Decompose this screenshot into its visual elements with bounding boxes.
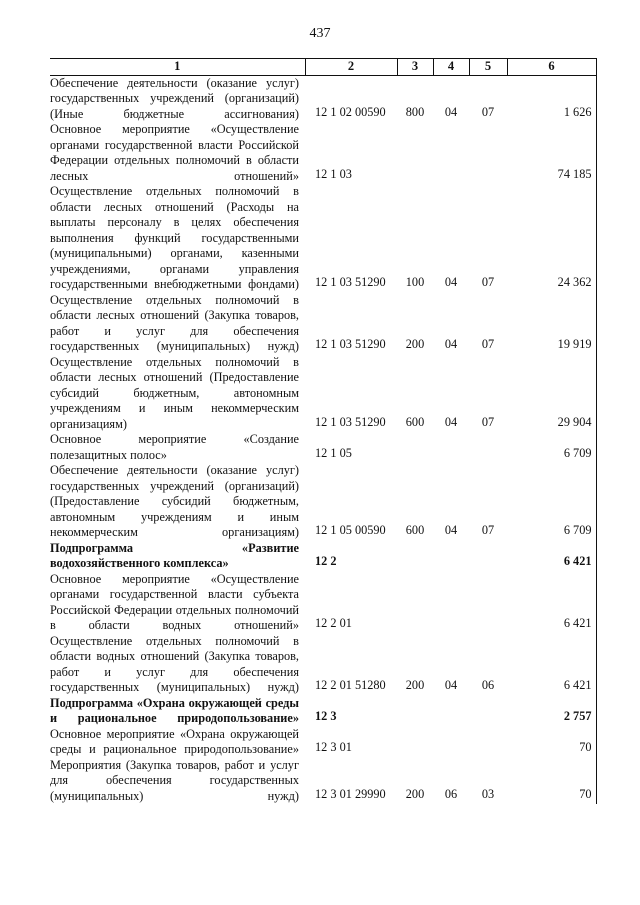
row-code: 12 1 03 51290 <box>315 414 386 429</box>
row-subsection: 07 <box>481 104 495 119</box>
row-expense-type <box>397 432 433 463</box>
row-subsection: 03 <box>481 786 495 801</box>
row-code: 12 2 <box>315 554 337 568</box>
table-row <box>50 122 596 184</box>
col-header-4: 4 <box>433 59 469 76</box>
table-row <box>50 572 596 634</box>
row-subsection: 07 <box>481 275 495 289</box>
row-name: Осуществление отдельных полномочий в области лесных отношений (Закупка товаров, работ и услуг для обеспечения государственных (муниципальных) нужд) <box>50 292 299 353</box>
table-row <box>50 355 596 433</box>
row-section <box>433 696 469 727</box>
row-subsection <box>469 572 507 634</box>
row-expense-type <box>397 572 433 634</box>
header-row <box>50 59 596 76</box>
col-header-2: 2 <box>305 59 397 76</box>
col-header-3: 3 <box>397 59 433 76</box>
row-subsection: 07 <box>481 523 495 537</box>
row-section <box>433 572 469 634</box>
row-expense-type <box>397 122 433 184</box>
row-section <box>433 727 469 758</box>
row-section: 04 <box>444 678 458 692</box>
row-code: 12 2 01 51280 <box>315 678 386 692</box>
row-name: Подпрограмма «Развитие водохозяйственного комплекса» <box>50 540 299 570</box>
table-row <box>50 432 596 463</box>
table-row <box>50 463 596 541</box>
row-expense-type: 600 <box>405 523 425 537</box>
row-code: 12 1 03 51290 <box>315 337 386 351</box>
row-subsection: 07 <box>481 337 495 351</box>
row-amount: 24 362 <box>507 184 596 293</box>
row-code: 12 1 03 <box>315 166 352 181</box>
row-amount: 29 904 <box>507 355 596 433</box>
row-name: Обеспечение деятельности (оказание услуг) государственных учреждений (организаций) (Иные бюджетные ассигнования) <box>50 75 299 121</box>
budget-table-wrapper <box>50 58 596 804</box>
row-name: Обеспечение деятельности (оказание услуг) государственных учреждений (организаций) (Предоставление субсидий бюджетным, автономным учреждениям и иным некоммерческим организациям) <box>50 463 299 539</box>
row-amount: 70 <box>507 758 596 805</box>
col-header-6: 6 <box>507 59 596 76</box>
row-expense-type: 200 <box>405 678 425 692</box>
row-amount: 6 709 <box>507 432 596 463</box>
table-row <box>50 634 596 696</box>
table-row <box>50 727 596 758</box>
row-subsection <box>469 122 507 184</box>
row-name: Мероприятия (Закупка товаров, работ и услуг для обеспечения государственных (муниципальных) нужд) <box>50 757 299 803</box>
row-section: 06 <box>444 786 458 801</box>
row-name: Основное мероприятие «Осуществление органами государственной власти Российской Федерации отдельных полномочий в области лесных отношений» <box>50 122 299 183</box>
row-name: Основное мероприятие «Охрана окружающей среды и рациональное природопользование» <box>50 726 299 756</box>
row-subsection <box>469 727 507 758</box>
row-expense-type: 200 <box>405 337 425 351</box>
row-expense-type: 800 <box>405 104 425 119</box>
row-expense-type: 200 <box>405 786 425 801</box>
row-section <box>433 432 469 463</box>
row-name: Основное мероприятие «Создание полезащитных полос» <box>50 432 299 462</box>
col-header-5: 5 <box>469 59 507 76</box>
row-amount: 6 421 <box>507 572 596 634</box>
row-code: 12 1 02 00590 <box>315 104 386 119</box>
row-name: Основное мероприятие «Осуществление органами государственной власти субъекта Российской Федерации отдельных полномочий в области водных отношений» <box>50 571 299 632</box>
row-expense-type <box>397 727 433 758</box>
table-row <box>50 75 596 122</box>
row-amount: 2 757 <box>507 696 596 727</box>
row-subsection <box>469 541 507 572</box>
row-amount: 19 919 <box>507 293 596 355</box>
row-amount: 74 185 <box>507 122 596 184</box>
row-code: 12 3 <box>315 709 337 723</box>
row-amount: 1 626 <box>507 75 596 122</box>
row-amount: 70 <box>507 727 596 758</box>
row-amount: 6 709 <box>507 463 596 541</box>
row-amount: 6 421 <box>507 541 596 572</box>
row-expense-type: 600 <box>405 414 425 429</box>
row-code: 12 2 01 <box>315 616 352 630</box>
row-code: 12 3 01 29990 <box>315 786 386 801</box>
row-section <box>433 541 469 572</box>
row-code: 12 3 01 <box>315 740 352 754</box>
row-subsection: 06 <box>481 678 495 692</box>
col-header-1: 1 <box>50 59 305 76</box>
page-number: 437 <box>309 26 331 41</box>
row-name: Подпрограмма «Охрана окружающей среды и рациональное природопользование» <box>50 695 299 725</box>
row-subsection: 07 <box>481 414 495 429</box>
row-name: Осуществление отдельных полномочий в области лесных отношений (Предоставление субсидий бюджетным, автономным учреждениям и иным некоммерческим организациям) <box>50 354 299 431</box>
table-body <box>50 75 596 804</box>
row-name: Осуществление отдельных полномочий в области водных отношений (Закупка товаров, работ и услуг для обеспечения государственных (муниципальных) нужд) <box>50 633 299 694</box>
budget-table <box>50 58 597 804</box>
row-subsection <box>469 432 507 463</box>
table-row <box>50 541 596 572</box>
row-expense-type <box>397 696 433 727</box>
row-section <box>433 122 469 184</box>
row-amount: 6 421 <box>507 634 596 696</box>
table-row <box>50 696 596 727</box>
row-subsection <box>469 696 507 727</box>
table-row <box>50 293 596 355</box>
row-expense-type <box>397 541 433 572</box>
row-section: 04 <box>444 275 458 289</box>
row-expense-type: 100 <box>405 275 425 289</box>
row-name: Осуществление отдельных полномочий в области лесных отношений (Расходы на выплаты персоналу в целях обеспечения выполнения функций государственными (муниципальными) органами, казенными учреждениями, органами управления государственными внебюджетными фондами) <box>50 184 299 291</box>
row-code: 12 1 05 <box>315 445 352 460</box>
row-section: 04 <box>444 104 458 119</box>
table-row <box>50 758 596 805</box>
row-section: 04 <box>444 523 458 537</box>
row-code: 12 1 03 51290 <box>315 275 386 289</box>
table-row <box>50 184 596 293</box>
row-section: 04 <box>444 337 458 351</box>
row-section: 04 <box>444 414 458 429</box>
row-code: 12 1 05 00590 <box>315 523 386 537</box>
